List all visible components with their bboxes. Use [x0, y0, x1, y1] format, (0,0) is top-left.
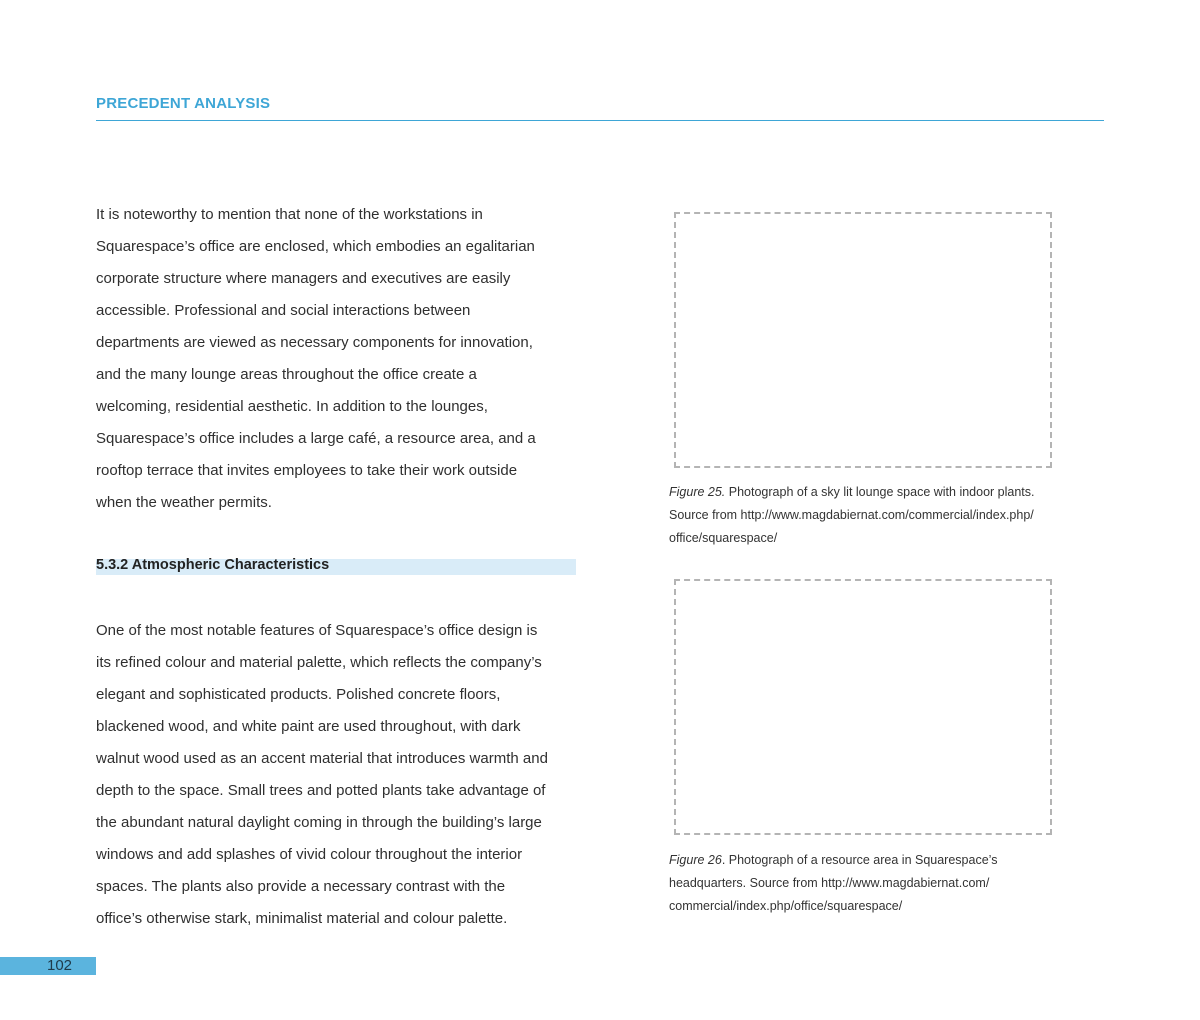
- page-number-tab: [0, 957, 96, 975]
- figure-26-image-placeholder: [674, 579, 1052, 835]
- text-line: the abundant natural daylight coming in through the building’s large: [96, 814, 542, 831]
- caption-line: headquarters. Source from http://www.magdabiernat.com/: [669, 876, 990, 890]
- text-line: One of the most notable features of Squarespace’s office design is: [96, 622, 538, 639]
- text-line: blackened wood, and white paint are used throughout, with dark: [96, 718, 521, 735]
- page-number: 102: [47, 957, 73, 974]
- figure-label: Figure 25.: [669, 485, 726, 499]
- text-line: walnut wood used as an accent material that introduces warmth and: [96, 750, 548, 767]
- text-line: office’s otherwise stark, minimalist material and colour palette.: [96, 910, 508, 927]
- caption-line: [669, 849, 1069, 872]
- text-line: and the many lounge areas throughout the office create a: [96, 366, 477, 383]
- text-line: departments are viewed as necessary components for innovation,: [96, 334, 533, 351]
- caption-text: . Photograph of a resource area in Squarespace’s: [721, 853, 998, 867]
- caption-line: office/squarespace/: [669, 531, 778, 545]
- caption-line: Source from http://www.magdabiernat.com/commercial/index.php/: [669, 508, 1034, 522]
- text-line: rooftop terrace that invites employees to take their work outside: [96, 462, 518, 479]
- body-paragraph-1: [96, 199, 586, 519]
- text-line: Squarespace’s office includes a large café, a resource area, and a: [96, 430, 536, 447]
- figure-25-caption: [669, 481, 1069, 550]
- text-line: spaces. The plants also provide a necessary contrast with the: [96, 878, 506, 895]
- figure-label: Figure 26: [669, 853, 722, 867]
- text-line: its refined colour and material palette, which reflects the company’s: [96, 654, 542, 671]
- text-line: corporate structure where managers and executives are easily: [96, 270, 511, 287]
- text-line: welcoming, residential aesthetic. In addition to the lounges,: [96, 398, 488, 415]
- page-header-title: PRECEDENT ANALYSIS: [96, 95, 271, 112]
- header-divider: [96, 120, 1104, 121]
- section-heading-text: 5.3.2 Atmospheric Characteristics: [96, 557, 330, 573]
- caption-line: commercial/index.php/office/squarespace/: [669, 899, 903, 913]
- text-line: when the weather permits.: [96, 494, 272, 511]
- caption-text: Photograph of a sky lit lounge space with indoor plants.: [725, 485, 1035, 499]
- figure-25-image-placeholder: [674, 212, 1052, 468]
- text-line: accessible. Professional and social interactions between: [96, 302, 471, 319]
- section-heading: [96, 559, 576, 575]
- text-line: elegant and sophisticated products. Polished concrete floors,: [96, 686, 501, 703]
- figure-26-caption: [669, 849, 1069, 918]
- text-line: Squarespace’s office are enclosed, which embodies an egalitarian: [96, 238, 535, 255]
- text-line: It is noteworthy to mention that none of the workstations in: [96, 206, 483, 223]
- body-paragraph-2: [96, 615, 586, 935]
- text-line: depth to the space. Small trees and potted plants take advantage of: [96, 782, 546, 799]
- caption-line: [669, 481, 1069, 504]
- text-line: windows and add splashes of vivid colour throughout the interior: [96, 846, 523, 863]
